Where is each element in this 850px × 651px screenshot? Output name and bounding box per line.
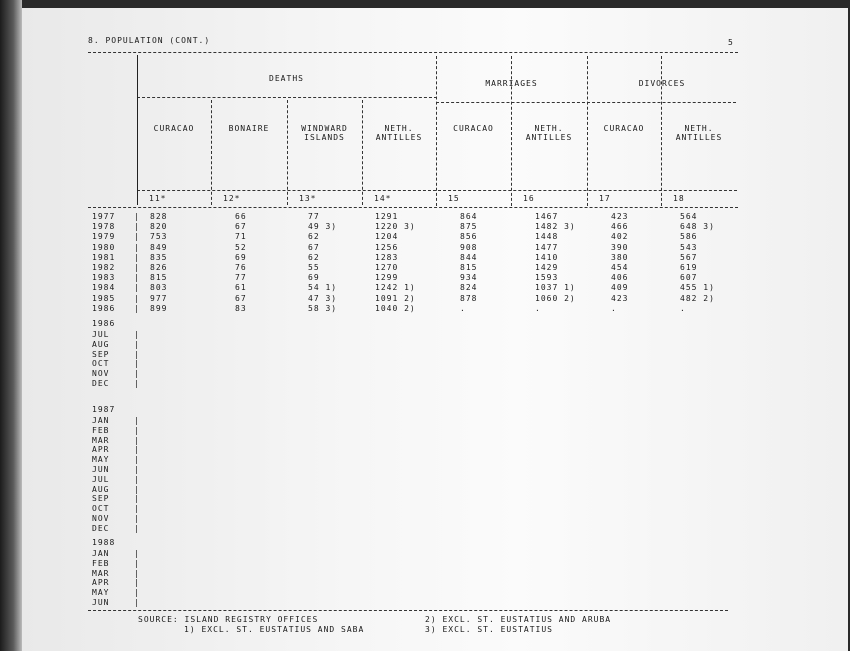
month-label: JAN [92,549,110,558]
table-cell: 67 [235,293,247,303]
dashed-rule [436,102,736,103]
footnote-3: 3) EXCL. ST. EUSTATIUS [425,625,553,634]
table-cell: 69 [235,252,247,262]
row-bar: | [134,330,140,339]
table-cell: 423 [611,293,629,303]
month-label: NOV [92,369,110,379]
table-cell: 409 [611,283,629,293]
month-label: AUG [92,339,110,349]
row-bar: | [134,474,140,484]
table-cell: 406 [611,273,629,283]
row-bar: | [134,445,140,455]
table-cell: 77 [308,212,320,221]
table-cell: . [535,303,541,313]
row-bar: | [134,212,140,221]
column-header: CURACAO [603,124,645,133]
table-cell: 77 [235,273,247,283]
column-header: BONAIRE [228,124,270,133]
month-label: MAR [92,435,110,445]
table-cell: 567 [680,252,698,262]
row-year: 1982 [92,263,116,272]
dashed-rule [88,52,738,53]
column-divider [362,100,363,205]
table-cell: 864 [460,212,478,221]
table-cell: 824 [460,283,478,293]
table-cell: 58 3) [308,303,338,313]
table-cell: 1256 [375,242,399,252]
month-label: JAN [92,416,110,425]
table-cell: 52 [235,242,247,252]
month-label: JUN [92,465,110,474]
row-bar: | [134,465,140,474]
table-cell: 1410 [535,252,559,262]
table-cell: 607 [680,273,698,283]
table-cell: 455 1) [680,283,715,293]
row-bar: | [134,339,140,349]
row-bar: | [134,252,140,262]
month-label: NOV [92,514,110,523]
table-cell: 1593 [535,273,559,283]
month-label: FEB [92,425,110,435]
month-label: JUN [92,598,110,607]
row-bar: | [134,283,140,293]
dashed-rule [88,207,738,208]
row-bar: | [134,379,140,388]
table-cell: 76 [235,263,247,272]
column-number: 11* [149,194,167,203]
table-cell: 856 [460,232,478,242]
table-cell: 54 1) [308,283,338,293]
column-divider [211,100,212,205]
row-year: 1980 [92,242,116,252]
table-cell: 878 [460,293,478,303]
row-bar: | [134,514,140,523]
row-bar: | [134,568,140,578]
table-cell: 543 [680,242,698,252]
column-header: WINDWARD ISLANDS [301,124,348,142]
table-cell: 835 [150,252,168,262]
table-cell: 820 [150,222,168,232]
column-header: CURACAO [153,124,195,133]
table-cell: 380 [611,252,629,262]
column-header: NETH. ANTILLES [675,124,723,142]
binding-edge [0,0,22,651]
row-bar: | [134,293,140,303]
month-label: JUL [92,474,110,484]
table-cell: . [460,303,466,313]
month-label: MAR [92,568,110,578]
row-bar: | [134,349,140,359]
dashed-rule [137,97,437,98]
document-page [22,8,848,651]
column-number: 12* [223,194,241,203]
month-label: AUG [92,484,110,494]
table-cell: 753 [150,232,168,242]
table-cell: 934 [460,273,478,283]
row-year: 1979 [92,232,116,242]
row-bar: | [134,484,140,494]
column-divider [287,100,288,205]
month-label: OCT [92,504,110,514]
row-bar: | [134,273,140,283]
row-bar: | [134,425,140,435]
month-label: JUL [92,330,110,339]
table-cell: 564 [680,212,698,221]
table-cell: 466 [611,222,629,232]
row-bar: | [134,549,140,558]
table-cell: 482 2) [680,293,715,303]
row-year: 1986 [92,303,116,313]
table-cell: 55 [308,263,320,272]
marriages-header: MARRIAGES [485,79,538,88]
table-cell: 899 [150,303,168,313]
table-cell: 875 [460,222,478,232]
table-cell: 1477 [535,242,559,252]
table-cell: 1448 [535,232,559,242]
table-cell: 66 [235,212,247,221]
row-year: 1984 [92,283,116,293]
row-bar: | [134,523,140,533]
footnote-2: 2) EXCL. ST. EUSTATIUS AND ARUBA [425,615,612,624]
column-header: CURACAO [453,124,494,133]
month-label: SEP [92,494,110,504]
row-bar: | [134,494,140,504]
table-cell: 803 [150,283,168,293]
month-label: FEB [92,558,110,568]
table-cell: 1220 3) [375,222,416,232]
month-label: APR [92,578,110,588]
table-cell: 1482 3) [535,222,576,232]
table-cell: 402 [611,232,629,242]
month-label: MAY [92,455,110,465]
row-bar: | [134,303,140,313]
row-bar: | [134,578,140,588]
dashed-rule [137,190,737,191]
table-cell: 586 [680,232,698,242]
table-cell: 1060 2) [535,293,576,303]
divorces-header: DIVORCES [638,79,686,88]
table-cell: 1091 2) [375,293,416,303]
table-cell: 69 [308,273,320,283]
table-cell: 619 [680,263,698,272]
row-bar: | [134,369,140,379]
column-number: 18 [673,194,685,203]
table-cell: 844 [460,252,478,262]
row-year: 1978 [92,222,116,232]
table-cell: 83 [235,303,247,313]
row-bar: | [134,455,140,465]
footnote-1: 1) EXCL. ST. EUSTATIUS AND SABA [184,625,365,634]
month-label: SEP [92,349,110,359]
table-cell: 828 [150,212,168,221]
table-cell: 454 [611,263,629,272]
dashed-rule [88,610,728,611]
column-number: 15 [448,194,460,203]
month-label: DEC [92,379,110,388]
column-number: 16 [523,194,535,203]
table-cell: 815 [460,263,478,272]
row-bar: | [134,558,140,568]
table-cell: 62 [308,252,320,262]
table-cell: 71 [235,232,247,242]
table-cell: 1270 [375,263,399,272]
row-bar: | [134,242,140,252]
table-cell: 908 [460,242,478,252]
row-bar: | [134,435,140,445]
table-cell: 1037 1) [535,283,576,293]
table-cell: 1204 [375,232,399,242]
row-year: 1985 [92,293,116,303]
table-cell: 47 3) [308,293,338,303]
row-year: 1981 [92,252,116,262]
column-header: NETH. ANTILLES [375,124,423,142]
row-bar: | [134,263,140,272]
month-label: DEC [92,523,110,533]
row-year: 1977 [92,212,116,221]
table-cell: 849 [150,242,168,252]
table-cell: 423 [611,212,629,221]
table-cell: 1283 [375,252,399,262]
column-number: 13* [299,194,317,203]
row-bar: | [134,222,140,232]
month-label: APR [92,445,110,455]
table-cell: 67 [308,242,320,252]
column-number: 17 [599,194,611,203]
page-title: 8. POPULATION (CONT.) [88,36,211,45]
table-cell: 390 [611,242,629,252]
table-cell: 1429 [535,263,559,272]
table-cell: 1467 [535,212,559,221]
row-bar: | [134,359,140,369]
column-number: 14* [374,194,392,203]
table-cell: 1299 [375,273,399,283]
table-cell: 977 [150,293,168,303]
page-number: 5 [728,38,734,47]
table-cell: 49 3) [308,222,338,232]
table-cell: 62 [308,232,320,242]
block-year: 1988 [92,538,116,547]
block-year: 1986 [92,319,116,328]
table-cell: 1040 2) [375,303,416,313]
row-year: 1983 [92,273,116,283]
column-header: NETH. ANTILLES [525,124,573,142]
table-cell: 67 [235,222,247,232]
deaths-header: DEATHS [269,74,304,83]
table-cell: 61 [235,283,247,293]
table-cell: . [680,303,686,313]
source-note: SOURCE: ISLAND REGISTRY OFFICES [138,615,319,624]
row-bar: | [134,232,140,242]
table-cell: 1242 1) [375,283,416,293]
row-bar: | [134,416,140,425]
row-bar: | [134,588,140,598]
row-bar: | [134,504,140,514]
table-cell: 648 3) [680,222,715,232]
block-year: 1987 [92,405,116,414]
month-label: MAY [92,588,110,598]
table-cell: 826 [150,263,168,272]
table-cell: 1291 [375,212,399,221]
row-bar: | [134,598,140,607]
month-label: OCT [92,359,110,369]
table-cell: . [611,303,617,313]
table-cell: 815 [150,273,168,283]
